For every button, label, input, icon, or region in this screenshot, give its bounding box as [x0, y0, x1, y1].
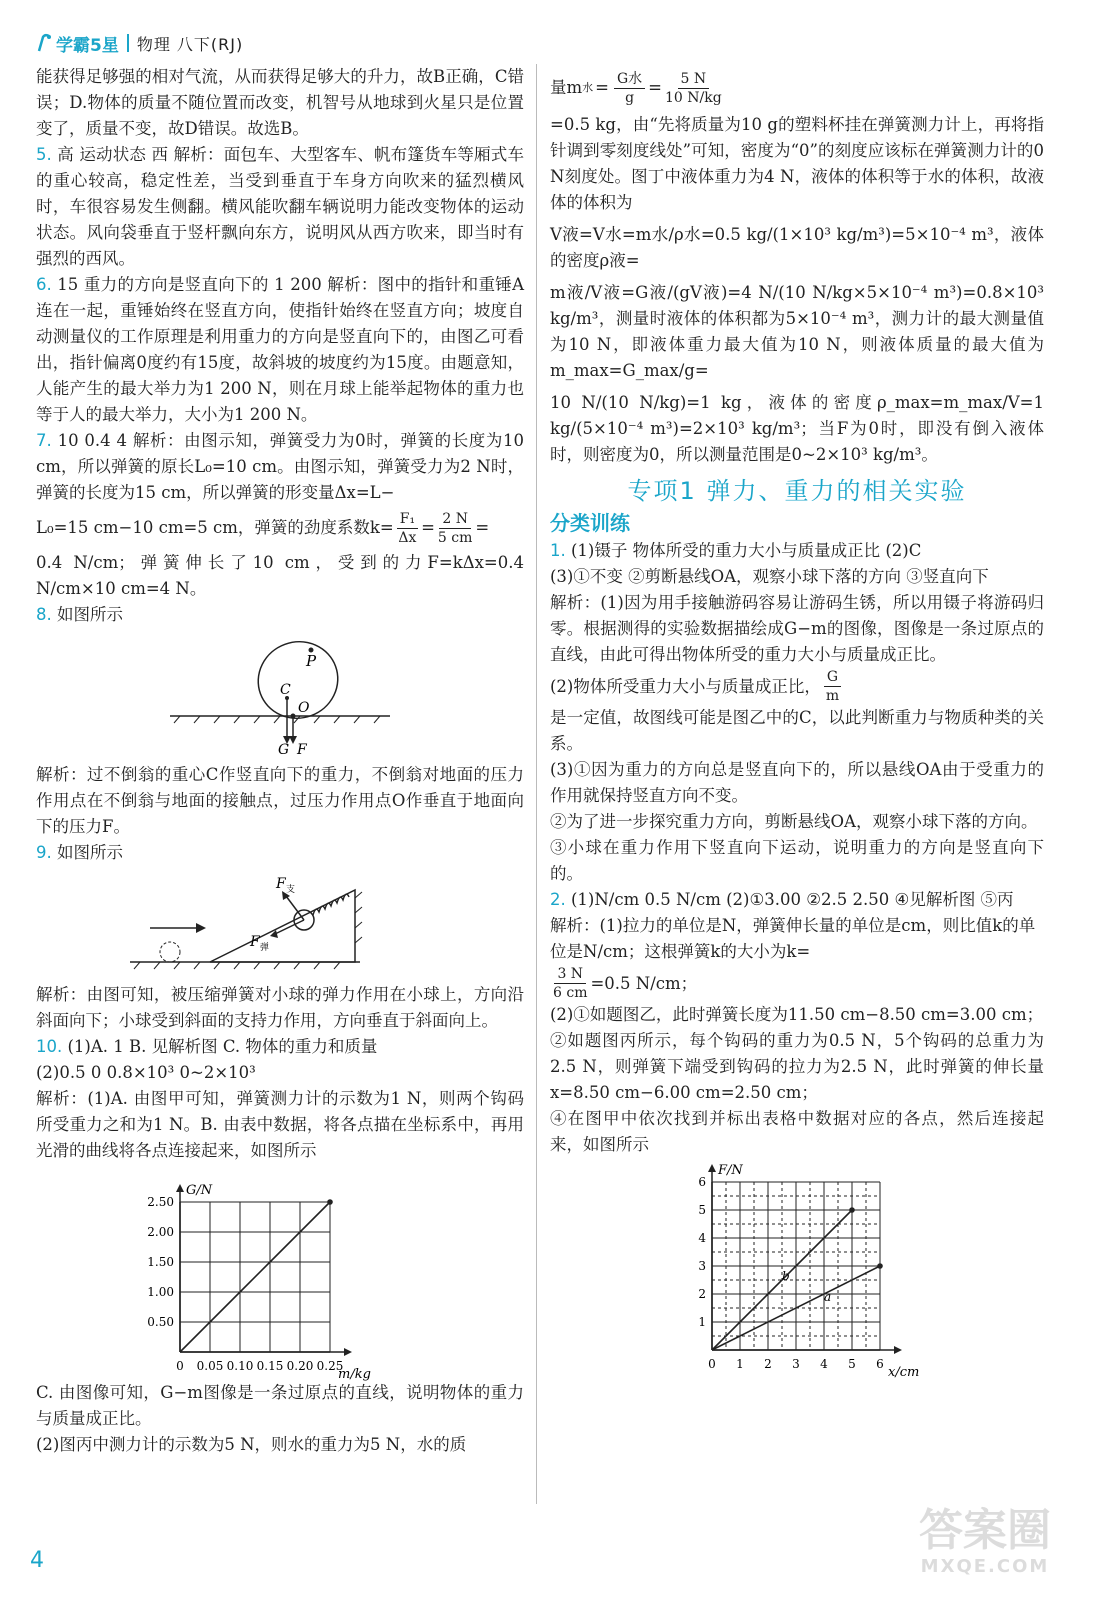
series-line: [180, 1202, 330, 1352]
y-tick-label: 1.50: [147, 1255, 174, 1269]
x-tick-label: 0.05: [196, 1359, 224, 1373]
question-number: 6.: [36, 275, 52, 294]
label-f: F: [297, 742, 307, 758]
x-tick-label: 0.10: [226, 1359, 254, 1373]
paragraph: ②为了进一步探究重力方向，剪断悬线OA，观察小球下落的方向。: [550, 812, 1038, 831]
paragraph: (2)0.5 0 0.8×10³ 0~2×10³: [36, 1063, 256, 1082]
section-title: 专项1 弹力、重力的相关实验: [627, 477, 967, 505]
equals: =: [475, 518, 490, 537]
answer-text: 如图所示: [57, 605, 123, 624]
brand-logo-icon: [36, 33, 52, 53]
formula-text: =0.5 N/cm；: [590, 973, 698, 993]
y-tick-label: 3: [698, 1259, 706, 1273]
numerator: G: [824, 668, 841, 687]
denominator: g: [625, 89, 635, 106]
equals: =: [421, 518, 435, 537]
answer-text: 高 运动状态 西 解析：面包车、大型客车、帆布篷货车等厢式车的重心较高，稳定性差，当受到垂直于车身方向吹来的猛烈横风时，车很容易发生侧翻。横风能吹翻车辆说明力能改变物体的运动状态。风向袋垂直于竖杆飘向东方，说明风从西方吹来，即当时有强烈的西风。: [36, 145, 524, 268]
ground-hatch: [134, 962, 340, 969]
header-divider: [127, 34, 129, 52]
question-number: 5.: [36, 145, 52, 164]
numerator: F₁: [397, 510, 418, 529]
y-axis-arrowhead: [176, 1184, 184, 1192]
data-point: [327, 1199, 333, 1205]
formula-line: [550, 913, 1044, 1002]
answer-7: [36, 428, 524, 506]
paragraph: m液/V液=G液/(gV液)=4 N/(10 N/kg×5×10⁻⁴ m³)=0.8×10³ kg/m³，测量时液体的体积都为5×10⁻⁴ m³，测力计的最大测量值为10 N，即液体重力最大值为10 N，则液体质量的最大值为m_max=G_max/g=: [550, 283, 1044, 380]
page-number: 4: [30, 1548, 44, 1573]
fraction: [614, 70, 645, 107]
answer-text: (1)N/cm 0.5 N/cm (2)①3.00 ②2.5 2.50 ④见解析图 ⑤丙: [571, 890, 1014, 909]
x-tick-label: 0.15: [256, 1359, 284, 1373]
x-tick-label: 4: [820, 1357, 828, 1371]
y-tick-label: 0.50: [147, 1315, 174, 1329]
page-header: [36, 30, 243, 56]
answer-2: [550, 887, 1044, 913]
label-f-spring-sub: 弹: [260, 943, 270, 953]
paragraph: 解析：(1)A. 由图甲可知，弹簧测力计的示数为1 N，则两个钩码所受重力之和为1 N。B. 由表中数据，将各点描在坐标系中，再用光滑的曲线将各点连接起来，如图所示: [36, 1089, 524, 1160]
g-m-chart: [130, 1166, 430, 1382]
question-number: 9.: [36, 843, 52, 862]
spring: [313, 894, 349, 915]
fraction: [665, 70, 722, 107]
answer-1: [550, 538, 1044, 564]
y-tick-label: 2.00: [147, 1225, 174, 1239]
paragraph: 0.4 N/cm；弹簧伸长了10 cm，受到的力F=kΔx=0.4 N/cm×10 cm=4 N。: [36, 553, 524, 598]
paragraph: 解析：由图可知，被压缩弹簧对小球的弹力作用在小球上，方向沿斜面向下；小球受到斜面的支持力作用，方向垂直于斜面向上。: [36, 985, 524, 1030]
watermark: [896, 1506, 1074, 1592]
right-column: [550, 64, 1044, 1380]
answer-9: [36, 840, 524, 866]
paragraph: ③小球在重力作用下竖直向下运动，说明重力的方向是竖直向下的。: [550, 838, 1044, 883]
denominator: 6 cm: [553, 985, 588, 1001]
paragraph: 10 N/(10 N/kg)=1 kg，液体的密度ρ_max=m_max/V=1 kg/(5×10⁻⁴ m³)=2×10³ kg/m³；当F为0时，即没有倒入液体时，则密度为0，所以测量范围是0~2×10³ kg/m³。: [550, 393, 1044, 464]
fraction: [438, 510, 472, 547]
subscript: 水: [582, 81, 594, 94]
answer-text: 10 0.4 4 解析：由图示知，弹簧受力为0时，弹簧的长度为10 cm，所以弹簧的原长L₀=10 cm。由图示知，弹簧受力为2 N时，弹簧的长度为15 cm，所以弹簧的形变量Δx=L−: [36, 431, 524, 502]
paragraph: 是一定值，故图线可能是图乙中的C，以此判断重力与物质种类的关系。: [550, 708, 1044, 753]
numerator: G水: [614, 70, 645, 89]
data-point: [877, 1263, 883, 1269]
question-number: 8.: [36, 605, 52, 624]
f-x-chart: [662, 1160, 932, 1380]
label-c: C: [280, 682, 291, 698]
formula-line: 量m 水 = G水 g = $\frac{5 N}{10 N/kg}$: [550, 70, 722, 106]
answer-text: (1)A. 1 B. 见解析图 C. 物体的重力和质量: [67, 1037, 378, 1056]
tumbler-figure: [130, 630, 430, 760]
answer-10: [36, 1034, 524, 1060]
denominator: 10 N/kg: [665, 89, 722, 106]
x-axis-arrowhead: [344, 1348, 352, 1356]
numerator: 3 N: [554, 965, 586, 984]
answer-text: 15 重力的方向是竖直向下的 1 200 解析：图中的指针和重锤A连在一起，重锤始终在竖直方向，使指针始终在竖直方向；坡度自动测量仪的工作原理是利用重力的方向是竖直向下的，由图乙可看出，指针偏离0度约有15度，故斜坡的坡度约为15度。由题意知，人能产生的最大举力为1 200 N，则在月球上能举起物体的重力也等于人的最大举力，大小为1 200 N。: [36, 275, 524, 424]
brand-name: 学霸5星: [56, 35, 119, 56]
x-tick-label: 0: [708, 1357, 716, 1371]
paragraph: C. 由图像可知，G−m图像是一条过原点的直线，说明物体的重力与质量成正比。: [36, 1383, 524, 1428]
label-g: G: [278, 742, 290, 758]
paragraph: 能获得足够强的相对气流，从而获得足够大的升力，故B正确，C错误；D.物体的质量不随位置而改变，机智号从地球到火星只是位置变了，质量不变，故D错误。故选B。: [36, 67, 524, 138]
question-number: 2.: [550, 890, 566, 909]
question-number: 7.: [36, 431, 52, 450]
question-number: 10.: [36, 1037, 63, 1056]
formula-text: 解析：(1)拉力的单位是N，弹簧伸长量的单位是cm，则比值k的单位是N/cm；这根弹簧k的大小为k=: [550, 916, 1036, 961]
ground-hatch: [355, 892, 362, 943]
watermark-logo: 答案圈: [919, 1505, 1051, 1556]
y-tick-label: 5: [698, 1203, 706, 1217]
answer-text: 如图所示: [57, 843, 123, 862]
label-f-support-sub: 支: [286, 885, 296, 895]
x-tick-label: 2: [764, 1357, 772, 1371]
formula-text: (2)物体所受重力大小与质量成正比，: [550, 676, 821, 696]
y-tick-label: 4: [698, 1231, 706, 1245]
numerator: 2 N: [439, 510, 471, 529]
watermark-url: MXQE.COM: [920, 1556, 1050, 1577]
denominator: 5 cm: [437, 529, 473, 546]
y-tick-label: 6: [698, 1175, 706, 1189]
paragraph: (2)①如题图乙，此时弹簧长度为11.50 cm−8.50 cm=3.00 cm；: [550, 1005, 1044, 1024]
paragraph: (3)①因为重力的方向总是竖直向下的，所以悬线OA由于受重力的作用就保持竖直方向不变。: [550, 760, 1044, 805]
x-axis-label: x/cm: [888, 1365, 920, 1380]
x-axis-arrowhead: [894, 1346, 902, 1354]
answer-5: [36, 142, 524, 272]
x-tick-label: 3: [792, 1357, 800, 1371]
paragraph: ④在图甲中依次找到并标出表格中数据对应的各点，然后连接起来，如图所示: [550, 1109, 1044, 1154]
x-tick-label: 0.25: [316, 1359, 344, 1373]
incline-figure: [120, 868, 440, 980]
y-tick-label: 1.00: [147, 1285, 174, 1299]
x-tick-label: 5: [848, 1357, 856, 1371]
paragraph: 解析：(1)因为用手接触游码容易让游码生锈，所以用镊子将游码归零。根据测得的实验数据描绘成G−m的图像，图像是一条过原点的直线，由此可得出物体所受的重力大小与质量成正比。: [550, 593, 1044, 664]
question-number: 1.: [550, 541, 566, 560]
formula-line: [36, 506, 524, 550]
pressure-arrowhead: [289, 736, 297, 744]
numerator: 5 N: [678, 70, 710, 89]
motion-arrowhead: [196, 923, 206, 933]
answer-8: [36, 602, 524, 628]
denominator: m: [825, 688, 840, 704]
paragraph: =0.5 kg，由“先将质量为10 g的塑料杯挂在弹簧测力计上，再将指针调到零刻度线处”可知，密度为“0”的刻度应该标在弹簧测力计的0 N刻度处。图丁中液体重力为4 N，液体的体积等于水的体积，故液体的体积为: [550, 115, 1044, 212]
formula-line: [550, 668, 1044, 705]
y-tick-label: 2: [698, 1287, 706, 1301]
y-tick-label: 2.50: [147, 1195, 174, 1209]
formula-text: L₀=15 cm−10 cm=5 cm，弹簧的劲度系数k=: [36, 518, 394, 537]
formula-text: 量m: [550, 78, 583, 97]
subsection-title: 分类训练: [550, 511, 630, 535]
data-point: [849, 1207, 855, 1213]
series-label: a: [824, 1290, 832, 1304]
paragraph: ②如题图丙所示，每个钩码的重力为0.5 N，5个钩码的总重力为2.5 N，则弹簧下端受到钩码的拉力为2.5 N，此时弹簧的伸长量x=8.50 cm−6.00 cm=2.50 cm；: [550, 1031, 1044, 1102]
label-f-spring: F: [250, 934, 260, 950]
paragraph: V液=V水=m水/ρ水=0.5 kg/(1×10³ kg/m³)=5×10⁻⁴ m³，液体的密度ρ液=: [550, 225, 1044, 270]
left-column: [36, 64, 524, 1458]
answer-text: (1)镊子 物体所受的重力大小与质量成正比 (2)C: [571, 541, 922, 560]
paragraph: 解析：过不倒翁的重心C作竖直向下的重力，不倒翁对地面的压力作用点在不倒翁与地面的接触点，过压力作用点O作垂直于地面向下的压力F。: [36, 765, 524, 836]
paragraph: (2)图丙中测力计的示数为5 N，则水的重力为5 N，水的质: [36, 1435, 467, 1454]
denominator: Δx: [398, 529, 417, 546]
fraction: [824, 668, 841, 705]
y-tick-label: 1: [698, 1315, 706, 1329]
label-o: O: [298, 700, 310, 716]
x-axis-label: m/kg: [338, 1367, 371, 1382]
label-p: P: [306, 652, 317, 670]
fraction: [397, 510, 418, 547]
label-f-support: F: [276, 876, 286, 892]
fraction: [553, 965, 587, 1002]
paragraph: (3)①不变 ②剪断悬线OA，观察小球下落的方向 ③竖直向下: [550, 567, 989, 586]
y-axis-label: G/N: [186, 1183, 213, 1198]
x-tick-label: 1: [736, 1357, 744, 1371]
y-axis-arrowhead: [708, 1164, 716, 1172]
x-tick-label: 0.20: [286, 1359, 314, 1373]
ground-hatch: [174, 716, 380, 723]
answer-6: [36, 272, 524, 428]
column-divider: [536, 64, 537, 1504]
y-axis-label: F/N: [718, 1163, 743, 1178]
x-tick-label: 0: [176, 1359, 184, 1373]
ball-initial-position: [160, 942, 180, 962]
subject-label: 物理 八下(RJ): [136, 34, 244, 54]
series-label: b: [782, 1269, 790, 1283]
x-tick-label: 6: [876, 1357, 884, 1371]
